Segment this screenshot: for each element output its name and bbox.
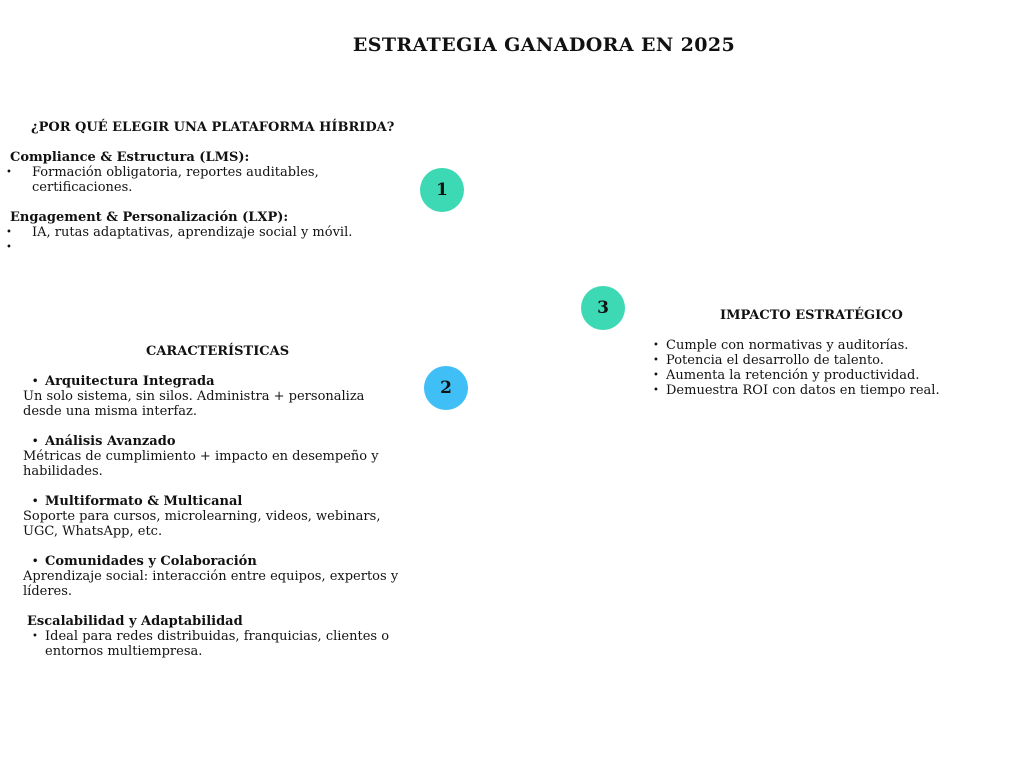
feature-title: • Multiformato & Multicanal: [45, 494, 242, 509]
impact-item: • Cumple con normativas y auditorías.: [666, 338, 908, 353]
step-1-number: 1: [436, 180, 448, 200]
feature-desc-line2: líderes.: [23, 584, 73, 599]
section-2-heading: CARACTERÍSTICAS: [146, 344, 290, 359]
empty-bullet: [32, 240, 42, 255]
feature-title: • Arquitectura Integrada: [45, 374, 215, 389]
section-3-heading: IMPACTO ESTRATÉGICO: [720, 308, 903, 323]
section-1-heading: ¿POR QUÉ ELEGIR UNA PLATAFORMA HÍBRIDA?: [31, 120, 395, 135]
step-3-number: 3: [597, 298, 609, 318]
lms-item-line2: certificaciones.: [32, 180, 133, 195]
feature-desc-line2: UGC, WhatsApp, etc.: [23, 524, 163, 539]
lxp-title: Engagement & Personalización (LXP):: [10, 210, 289, 225]
feature-last-line2: entornos multiempresa.: [45, 644, 203, 659]
impact-item: • Potencia el desarrollo de talento.: [666, 353, 884, 368]
page-title: ESTRATEGIA GANADORA EN 2025: [352, 34, 736, 56]
feature-desc-line1: Aprendizaje social: interacción entre equipos, expertos y: [23, 569, 399, 584]
feature-title: • Análisis Avanzado: [45, 434, 176, 449]
feature-desc-line1: Métricas de cumplimiento + impacto en desempeño y: [23, 449, 379, 464]
feature-desc-line1: Un solo sistema, sin silos. Administra + personaliza: [23, 389, 365, 404]
impact-item: • Aumenta la retención y productividad.: [666, 368, 920, 383]
step-3-circle: [581, 286, 625, 330]
lms-item-line1: • Formación obligatoria, reportes auditables,: [32, 165, 319, 180]
step-2-number: 2: [440, 378, 452, 398]
feature-desc-line2: desde una misma interfaz.: [23, 404, 198, 419]
feature-title-last: Escalabilidad y Adaptabilidad: [27, 614, 243, 629]
feature-desc-line2: habilidades.: [23, 464, 103, 479]
impact-item: • Demuestra ROI con datos en tiempo real.: [666, 383, 940, 398]
feature-desc-line1: Soporte para cursos, microlearning, videos, webinars,: [23, 509, 381, 524]
feature-title: • Comunidades y Colaboración: [45, 554, 257, 569]
lxp-item: • IA, rutas adaptativas, aprendizaje social y móvil.: [32, 225, 352, 240]
step-1-circle: [420, 168, 464, 212]
step-2-circle: [424, 366, 468, 410]
lms-title: Compliance & Estructura (LMS):: [10, 150, 250, 165]
feature-last-line1: • Ideal para redes distribuidas, franquicias, clientes o: [45, 629, 389, 644]
